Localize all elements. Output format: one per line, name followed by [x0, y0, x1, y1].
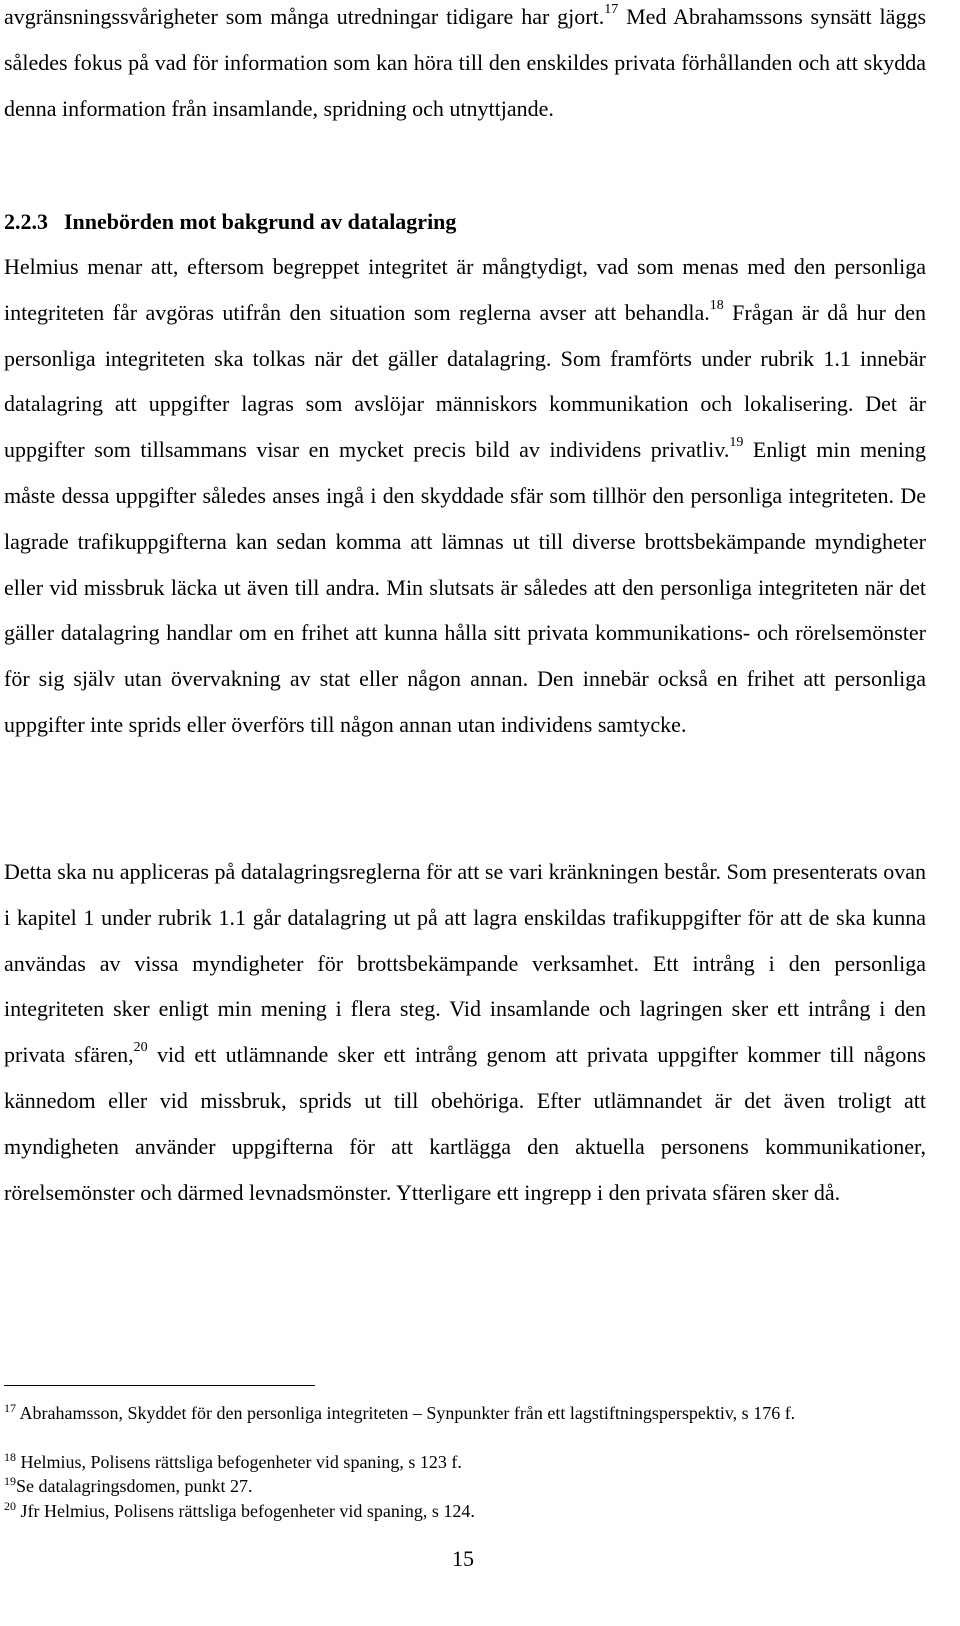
footnote-ref-20[interactable]: 20: [133, 1040, 148, 1056]
paragraph-text: Frågan är då hur den personliga integriteten ska tolkas när det gäller datalagring. Som framförts under rubrik 1.1 innebär datalagring att uppgifter lagras som avslöjar människors kommunikation och lokalisering. Det är uppgifter som tillsammans visar en mycket precis bild av individens privatliv.: [4, 299, 926, 463]
body-paragraph: [4, 0, 926, 131]
footnote-ref-17[interactable]: 17: [604, 2, 619, 17]
footnote-text: Jfr Helmius, Polisens rättsliga befogenheter vid spaning, s 124.: [16, 1501, 475, 1521]
footnote-separator: [4, 1385, 315, 1386]
paragraph-text: Detta ska nu appliceras på datalagringsreglerna för att se vari kränkningen består. Som presenterats ovan i kapitel 1 under rubrik 1.1 går datalagring ut på att lagra enskildas trafikuppgifter för att de ska kunna användas av vissa myndigheter för brottsbekämpande verksamhet. Ett intrång i den personliga integriteten sker enligt min mening i flera steg. Vid insamlande och lagringen sker ett intrång i den privata sfären,: [4, 859, 926, 1068]
paragraph-text: Med Abrahamssons synsätt läggs således fokus på vad för information som kan höra till den enskildes privata förhållanden och att skydda denna information från insamlande, spridning och utnyttjande.: [4, 4, 926, 121]
paragraph-text: avgränsningssvårigheter som många utredningar tidigare har gjort.: [4, 4, 605, 29]
footnote: [4, 1499, 926, 1524]
page-number: 15: [452, 1546, 474, 1571]
section-heading: [4, 199, 456, 244]
footnote: [4, 1450, 926, 1475]
footnote-ref-18[interactable]: 18: [709, 297, 724, 313]
footnote-ref-19[interactable]: 19: [729, 435, 744, 451]
footnote-text: Se datalagringsdomen, punkt 27.: [16, 1476, 253, 1496]
footnote-number: 18: [4, 1450, 16, 1464]
footnote-text: Helmius, Polisens rättsliga befogenheter vid spaning, s 123 f.: [16, 1452, 462, 1472]
footnote-number: 19: [4, 1474, 16, 1488]
footnote-number: 17: [4, 1401, 16, 1415]
footnote: [4, 1474, 926, 1499]
paragraph-text: Enligt min mening måste dessa uppgifter således anses ingå i den skyddade sfär som tillhör den personliga integriteten. De lagrade trafikuppgifterna kan sedan komma att lämnas ut till diverse brottsbekämpande myndigheter eller vid missbruk läcka ut även till andra. Min slutsats är således att den personliga integriteten när det gäller datalagring handlar om en frihet att kunna hålla sitt privata kommunikations- och rörelsemönster för sig själv utan övervakning av stat eller någon annan. Den innebär också en frihet att personliga uppgifter inte sprids eller överförs till någon annan utan individens samtycke.: [4, 437, 926, 737]
footnote-text: Abrahamsson, Skyddet för den personliga integriteten – Synpunkter från ett lagstiftningsperspektiv, s 176 f.: [16, 1403, 796, 1423]
section-title: Innebörden mot bakgrund av datalagring: [64, 209, 457, 234]
body-paragraph: [4, 849, 926, 1215]
paragraph-text: vid ett utlämnande sker ett intrång genom att privata uppgifter kommer till någons kännedom eller vid missbruk, sprids ut till obehöriga. Efter utlämnandet är det även troligt att myndigheten använder uppgifterna för att kartlägga den aktuella personens kommunikationer, rörelsemönster och därmed levnadsmönster. Ytterligare ett ingrepp i den privata sfären sker då.: [4, 1042, 926, 1205]
footnote-number: 20: [4, 1499, 16, 1513]
body-paragraph: [4, 244, 926, 748]
paragraph-text: Helmius menar att, eftersom begreppet integritet är mångtydigt, vad som menas med den personliga integriteten får avgöras utifrån den situation som reglerna avser att behandla.: [4, 254, 926, 325]
footnote: [4, 1401, 926, 1426]
section-number: 2.2.3: [4, 209, 48, 234]
